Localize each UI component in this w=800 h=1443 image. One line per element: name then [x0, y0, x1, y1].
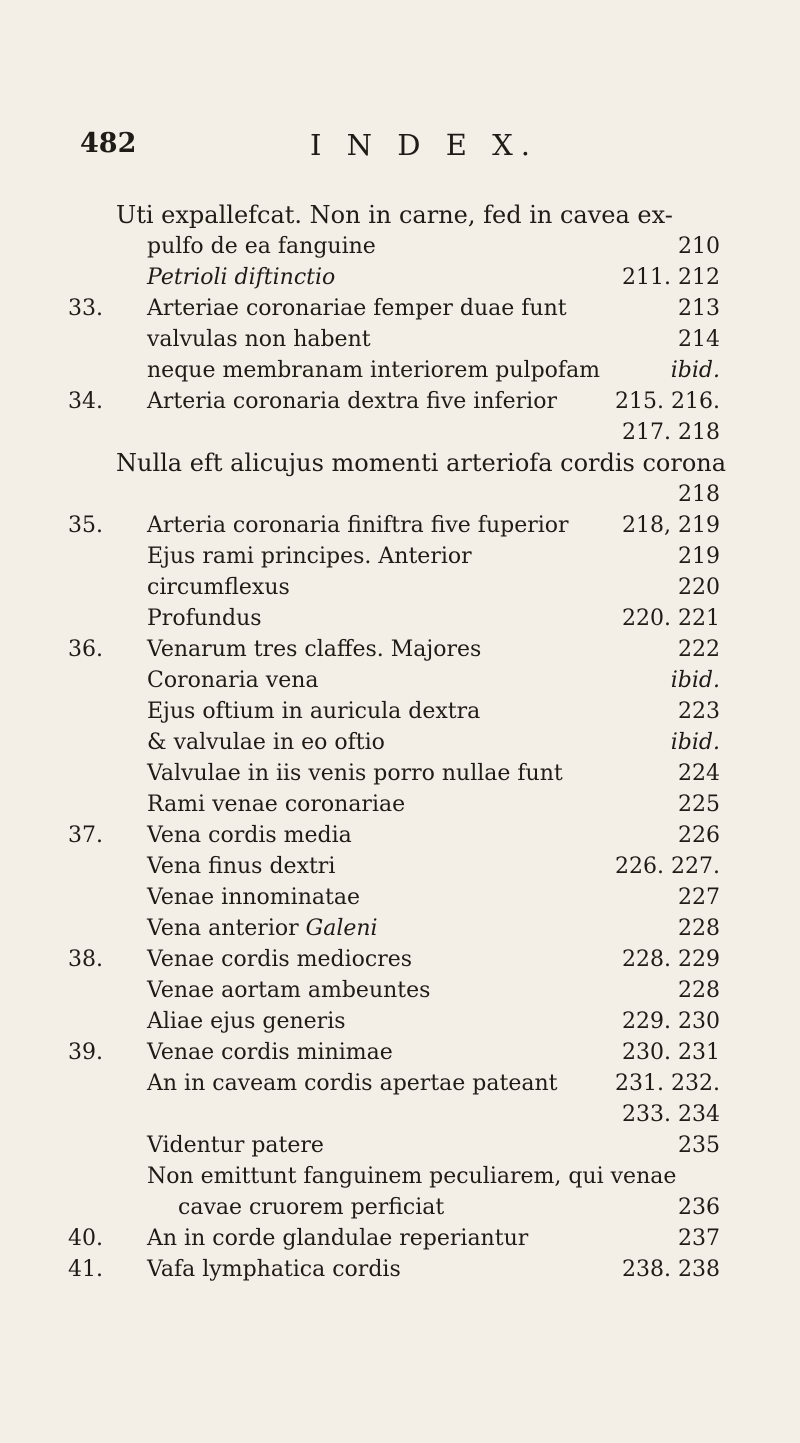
- index-line: [60, 789, 720, 820]
- index-line: [60, 293, 720, 324]
- index-line: [60, 386, 720, 417]
- index-line: [60, 758, 720, 789]
- page-reference: 231. 232.: [615, 1071, 720, 1096]
- page-reference: 217. 218: [622, 420, 720, 445]
- index-line: [60, 200, 720, 231]
- entry-text: Coronaria vena: [147, 668, 319, 693]
- page-reference: 218, 219: [622, 513, 720, 538]
- entry-text: Non emittunt fanguinem peculiarem, qui venae: [147, 1164, 677, 1189]
- index-line: [60, 510, 720, 541]
- index-line: [60, 231, 720, 262]
- entry-text: circumflexus: [147, 575, 290, 600]
- entry-text: Nulla eft alicujus momenti arteriofa cordis corona: [116, 449, 727, 477]
- page-reference: 215. 216.: [615, 389, 720, 414]
- entry-text: neque membranam interiorem pulpofam: [147, 358, 601, 383]
- entry-number: 36.: [68, 637, 103, 662]
- entry-text: Videntur patere: [147, 1133, 324, 1158]
- entry-text: Uti expallefcat. Non in carne, fed in cavea ex-: [116, 201, 673, 229]
- entry-text: Valvulae in iis venis porro nullae funt: [147, 761, 563, 786]
- index-line: [60, 603, 720, 634]
- index-line: [60, 262, 720, 293]
- index-line: [60, 1130, 720, 1161]
- entry-text: Arteria coronaria finiftra five fuperior: [147, 513, 569, 538]
- page-reference: 226: [678, 823, 720, 848]
- index-line: [60, 696, 720, 727]
- entry-number: 33.: [68, 296, 103, 321]
- page-reference: 220. 221: [622, 606, 720, 631]
- page-reference: 213: [678, 296, 720, 321]
- index-line: [60, 1037, 720, 1068]
- entry-text: Ejus oftium in auricula dextra: [147, 699, 481, 724]
- entry-text: Vena finus dextri: [147, 854, 336, 879]
- entry-text: Venae aortam ambeuntes: [147, 978, 431, 1003]
- index-line: [60, 727, 720, 758]
- page-reference: 235: [678, 1133, 720, 1158]
- entry-text: Vena cordis media: [147, 823, 352, 848]
- entry-text-italic: Galeni: [305, 916, 378, 941]
- entry-text: Arteria coronaria dextra five inferior: [147, 389, 557, 414]
- entry-text: pulfo de ea fanguine: [147, 234, 376, 259]
- page-reference: 224: [678, 761, 720, 786]
- index-line: [60, 1161, 720, 1192]
- page-reference: 237: [678, 1226, 720, 1251]
- entry-number: 39.: [68, 1040, 103, 1065]
- entry-text: An in caveam cordis apertae pateant: [147, 1071, 558, 1096]
- page-reference: 225: [678, 792, 720, 817]
- index-line: [60, 944, 720, 975]
- page-reference: 229. 230: [622, 1009, 720, 1034]
- page-reference: 223: [678, 699, 720, 724]
- page-number: 482: [80, 128, 137, 159]
- index-line: [60, 1192, 720, 1223]
- index-line: [60, 882, 720, 913]
- index-line: [60, 851, 720, 882]
- index-line: [60, 541, 720, 572]
- page-reference: 211. 212: [622, 265, 720, 290]
- page-reference: 214: [678, 327, 720, 352]
- index-line: [60, 975, 720, 1006]
- entry-text: & valvulae in eo oftio: [147, 730, 385, 755]
- page-reference: 228. 229: [622, 947, 720, 972]
- entry-text: cavae cruorem perficiat: [178, 1195, 445, 1220]
- page-reference: ibid.: [670, 668, 720, 693]
- page-reference: 219: [678, 544, 720, 569]
- index-line: [60, 572, 720, 603]
- index-line: [60, 479, 720, 510]
- page-reference: 228: [678, 916, 720, 941]
- entry-text: Venae cordis mediocres: [147, 947, 413, 972]
- entry-number: 34.: [68, 389, 103, 414]
- index-line: [60, 634, 720, 665]
- index-line: [60, 1223, 720, 1254]
- index-line: [60, 417, 720, 448]
- page-reference: 227: [678, 885, 720, 910]
- entry-text: Ejus rami principes. Anterior: [147, 544, 472, 569]
- page-reference: 222: [678, 637, 720, 662]
- entry-text: Arteriae coronariae femper duae funt: [147, 296, 567, 321]
- index-line: [60, 665, 720, 696]
- entry-text: Vafa lymphatica cordis: [147, 1257, 401, 1282]
- index-line: [60, 820, 720, 851]
- page-reference: 233. 234: [622, 1102, 720, 1127]
- entry-text: Venarum tres claffes. Majores: [147, 637, 482, 662]
- entry-number: 37.: [68, 823, 103, 848]
- page-reference: 220: [678, 575, 720, 600]
- page-reference: 236: [678, 1195, 720, 1220]
- index-line: [60, 1006, 720, 1037]
- page-reference: 228: [678, 978, 720, 1003]
- entry-text: Vena anterior: [147, 916, 306, 941]
- page-reference: 210: [678, 234, 720, 259]
- entry-number: 35.: [68, 513, 103, 538]
- page-reference: 238. 238: [622, 1257, 720, 1282]
- entry-text: Aliae ejus generis: [147, 1009, 346, 1034]
- index-line: [60, 913, 720, 944]
- entry-text: An in corde glandulae reperiantur: [147, 1226, 529, 1251]
- index-line: [60, 1068, 720, 1099]
- entry-text: Profundus: [147, 606, 262, 631]
- page-reference: ibid.: [670, 730, 720, 755]
- entry-text: Venae innominatae: [147, 885, 360, 910]
- entry-number: 40.: [68, 1226, 103, 1251]
- entry-text: Petrioli diftinctio: [147, 265, 336, 290]
- page-header: [0, 128, 800, 178]
- index-line: [60, 324, 720, 355]
- index-line: [60, 355, 720, 386]
- index-line: [60, 448, 727, 479]
- page-reference: 230. 231: [622, 1040, 720, 1065]
- index-entries: [60, 200, 727, 1285]
- page-title: I N D E X.: [310, 128, 538, 162]
- entry-number: 38.: [68, 947, 103, 972]
- entry-text: Rami venae coronariae: [147, 792, 406, 817]
- index-line: [60, 1254, 720, 1285]
- index-line: [60, 1099, 720, 1130]
- page-reference: 226. 227.: [615, 854, 720, 879]
- entry-text: Venae cordis minimae: [147, 1040, 393, 1065]
- entry-number: 41.: [68, 1257, 103, 1282]
- page-reference: ibid.: [670, 358, 720, 383]
- entry-text: valvulas non habent: [147, 327, 371, 352]
- page-reference: 218: [678, 482, 720, 507]
